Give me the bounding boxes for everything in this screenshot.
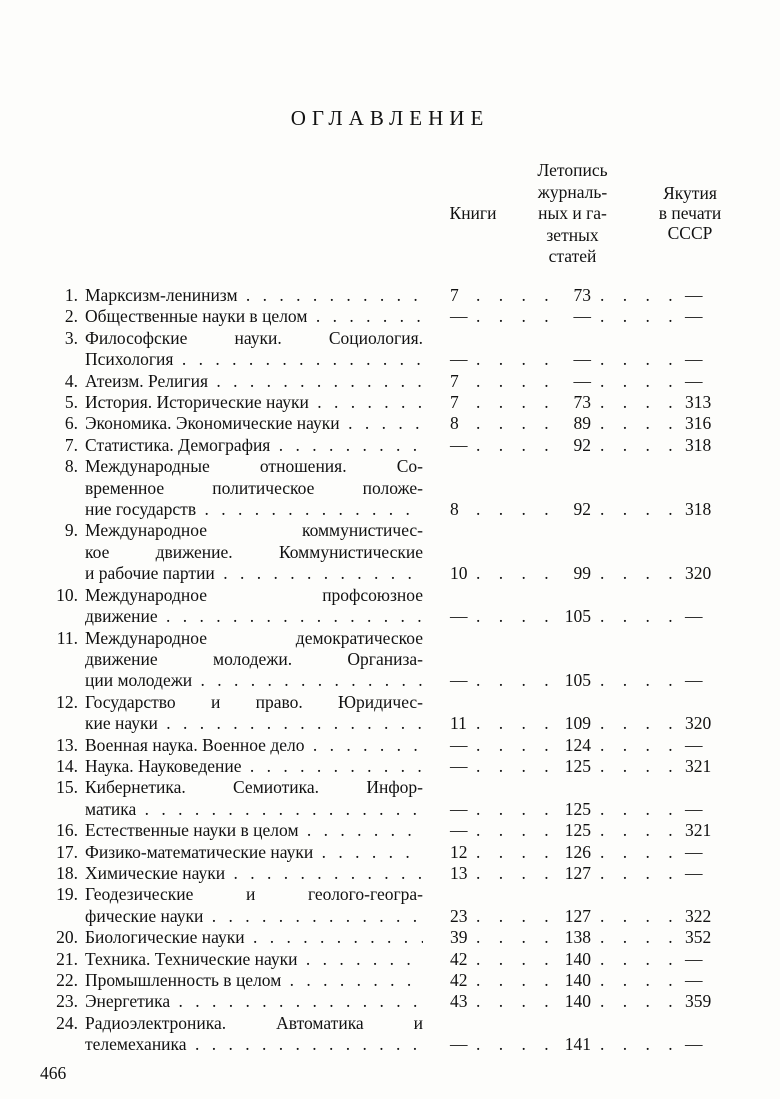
dot-leader: . . . . (476, 991, 556, 1012)
entry-title-line: Международное демократическое (85, 627, 423, 648)
entry-number: 4. (64, 370, 78, 391)
entry-title (85, 692, 423, 735)
entry-title (85, 1013, 423, 1056)
chronicle-page: 92 (573, 434, 591, 455)
entry-title-line: Кибернетика. Семиотика. Инфор- (85, 777, 423, 798)
toc-entry (0, 756, 780, 777)
chronicle-page: 92 (573, 499, 591, 520)
toc-entry (0, 585, 780, 628)
entry-pages (440, 371, 760, 392)
dot-leader: . . . . (476, 905, 556, 926)
toc-entry (0, 949, 780, 970)
yakutia-page: 313 (685, 392, 712, 413)
books-page: 42 (450, 970, 468, 990)
toc-entry (0, 820, 780, 841)
page-title: ОГЛАВЛЕНИЕ (290, 106, 490, 130)
entry-pages (440, 563, 760, 584)
entry-title (85, 820, 423, 841)
entry-title-line: Наука. Науковедение . . (85, 756, 423, 777)
chronicle-page: 125 (564, 755, 591, 776)
chronicle-page: 99 (573, 563, 591, 584)
dot-leader: . . . . (476, 927, 556, 948)
yakutia-page: — (685, 606, 703, 627)
entry-number: 24. (56, 1012, 78, 1033)
entry-number: 14. (56, 755, 78, 776)
entry-title-line: Марксизм-ленинизм . . (85, 285, 423, 306)
chronicle-page: 138 (564, 927, 591, 948)
entry-title-line: Физико-математические науки . . (85, 842, 423, 863)
dot-leader: . . . . (476, 755, 556, 776)
entry-title-line: Психология . . (85, 349, 423, 370)
entry-title-line: Статистика. Демография . . (85, 435, 423, 456)
entry-pages (440, 927, 760, 948)
dot-leader: . . . . (600, 970, 680, 990)
yakutia-page: — (685, 349, 703, 370)
toc-entry (0, 927, 780, 948)
books-page: — (450, 755, 468, 776)
entry-title-line: ции молодежи . . (85, 670, 423, 691)
toc-entry (0, 777, 780, 820)
entry-title-line: матика . . (85, 799, 423, 820)
dot-leader: . . . . (476, 734, 556, 755)
dot-leader: . . . . (476, 499, 556, 520)
entry-title-line: Промышленность в целом . . (85, 970, 423, 991)
entry-number: 16. (56, 820, 78, 841)
yakutia-page: — (685, 734, 703, 755)
dot-leader: . . . . (476, 948, 556, 969)
entry-pages (440, 349, 760, 370)
yakutia-page: 322 (685, 905, 712, 926)
books-page: — (450, 434, 468, 455)
entry-pages (440, 670, 760, 691)
entry-title (85, 628, 423, 692)
entry-number: 12. (56, 691, 78, 712)
books-page: — (450, 820, 468, 841)
toc-entry (0, 863, 780, 884)
toc-entry (0, 692, 780, 735)
toc-entry (0, 884, 780, 927)
entry-number: 3. (64, 327, 78, 348)
yakutia-page: — (685, 670, 703, 691)
entry-title-line: временное политическое положе- (85, 477, 423, 498)
toc-entry (0, 842, 780, 863)
toc-entry (0, 1013, 780, 1056)
entry-number: 19. (56, 884, 78, 905)
entry-title (85, 328, 423, 371)
books-page: — (450, 349, 468, 370)
dot-leader: . . . . (600, 734, 680, 755)
chronicle-page: 126 (564, 841, 591, 862)
books-page: 7 (450, 285, 459, 305)
yakutia-page: — (685, 306, 703, 327)
toc-entry (0, 328, 780, 371)
header-line: статей (548, 246, 597, 266)
dot-leader: . . . . (600, 1034, 680, 1055)
yakutia-page: — (685, 370, 703, 391)
entry-title-line: Общественные науки в целом . . (85, 306, 423, 327)
books-page: — (450, 606, 468, 627)
entry-number: 9. (64, 520, 78, 541)
dot-leader: . . . . (476, 434, 556, 455)
entry-number: 7. (64, 434, 78, 455)
entry-title (85, 949, 423, 970)
entry-pages (440, 606, 760, 627)
entry-number: 11. (56, 627, 78, 648)
yakutia-page: 318 (685, 499, 712, 520)
toc-entry (0, 970, 780, 991)
entry-title (85, 735, 423, 756)
entry-pages (440, 392, 760, 413)
entry-pages (440, 970, 760, 991)
dot-leader: . . . . (600, 413, 680, 434)
entry-title-line: Геодезические и геолого-геогра- (85, 884, 423, 905)
dot-leader: . . . . (600, 606, 680, 627)
toc-entry (0, 991, 780, 1012)
dot-leader: . . . . (600, 927, 680, 948)
entry-pages (440, 285, 760, 306)
books-page: 23 (450, 905, 468, 926)
books-page: 8 (450, 499, 459, 520)
dot-leader: . . . . (476, 306, 556, 327)
toc-entry (0, 735, 780, 756)
entry-title (85, 520, 423, 584)
dot-leader: . . . . (476, 370, 556, 391)
entry-number: 6. (64, 413, 78, 434)
entry-pages (440, 820, 760, 841)
toc-entry (0, 306, 780, 327)
books-page: — (450, 1034, 468, 1055)
chronicle-page: 140 (564, 991, 591, 1012)
chronicle-page: 140 (564, 970, 591, 990)
dot-leader: . . . . (476, 606, 556, 627)
entry-number: 1. (64, 285, 78, 305)
toc-entry (0, 285, 780, 306)
dot-leader: . . . . (476, 563, 556, 584)
books-page: 13 (450, 862, 468, 883)
header-line: журналь- (537, 181, 608, 202)
column-header-books (438, 203, 508, 224)
toc-entry (0, 413, 780, 434)
dot-leader: . . . . (600, 349, 680, 370)
entry-pages (440, 906, 760, 927)
entry-title (85, 777, 423, 820)
books-page: 39 (450, 927, 468, 948)
entry-title-line: Биологические науки . . (85, 927, 423, 948)
header-line: СССР (667, 223, 713, 243)
chronicle-page: 73 (573, 285, 591, 305)
chronicle-page: — (573, 349, 591, 370)
dot-leader: . . . . (476, 713, 556, 734)
chronicle-page: 141 (564, 1034, 591, 1055)
header-line: в печати (658, 203, 722, 223)
header-line: Книги (449, 203, 497, 223)
dot-leader: . . . . (600, 948, 680, 969)
entry-title-line: движение молодежи. Организа- (85, 648, 423, 669)
entry-pages (440, 756, 760, 777)
dot-leader: . . . . (600, 798, 680, 819)
toc-entry (0, 392, 780, 413)
entry-title (85, 884, 423, 927)
dot-leader: . . . . (476, 841, 556, 862)
books-page: 8 (450, 413, 459, 434)
entry-title-line: Радиоэлектроника. Автоматика и (85, 1012, 423, 1033)
entry-title (85, 970, 423, 991)
entry-title-line: Государство и право. Юридичес- (85, 691, 423, 712)
entry-title-line: и рабочие партии . . (85, 563, 423, 584)
books-page: — (450, 306, 468, 327)
chronicle-page: 105 (564, 670, 591, 691)
entry-number: 10. (56, 584, 78, 605)
entry-pages (440, 991, 760, 1012)
chronicle-page: 127 (564, 905, 591, 926)
entry-pages (440, 306, 760, 327)
chronicle-page: 125 (564, 820, 591, 841)
chronicle-page: 124 (564, 734, 591, 755)
chronicle-page: 89 (573, 413, 591, 434)
dot-leader: . . . . (600, 991, 680, 1012)
entry-pages (440, 435, 760, 456)
chronicle-page: 109 (564, 713, 591, 734)
header-line: Летопись (537, 160, 608, 180)
entry-title (85, 392, 423, 413)
dot-leader: . . . . (600, 755, 680, 776)
header-line: Якутия (663, 183, 717, 203)
entry-number: 2. (64, 306, 78, 327)
table-of-contents (0, 285, 780, 1056)
entry-pages (440, 713, 760, 734)
dot-leader: . . . . (476, 798, 556, 819)
entry-title-line: движение . . (85, 606, 423, 627)
entry-title-line: Военная наука. Военное дело . . (85, 735, 423, 756)
entry-title (85, 863, 423, 884)
toc-entry (0, 371, 780, 392)
dot-leader: . . . . (600, 499, 680, 520)
toc-entry (0, 456, 780, 520)
yakutia-page: 352 (685, 927, 712, 948)
entry-title-line: Международное профсоюзное (85, 584, 423, 605)
dot-leader: . . . . (476, 392, 556, 413)
dot-leader: . . . . (476, 285, 556, 305)
entry-title-line: Международное коммунистичес- (85, 520, 423, 541)
entry-number: 13. (56, 734, 78, 755)
chronicle-page: 125 (564, 798, 591, 819)
column-header-yakutia (640, 183, 740, 243)
books-page: 42 (450, 948, 468, 969)
books-page: 7 (450, 370, 459, 391)
entry-pages (440, 799, 760, 820)
entry-title-line: телемеханика . . (85, 1034, 423, 1055)
entry-number: 18. (56, 862, 78, 883)
chronicle-page: 140 (564, 948, 591, 969)
entry-title-line: кие науки . . (85, 713, 423, 734)
entry-title-line: Энергетика . . (85, 991, 423, 1012)
dot-leader: . . . . (600, 862, 680, 883)
books-page: — (450, 670, 468, 691)
dot-leader: . . . . (476, 820, 556, 841)
chronicle-page: — (573, 306, 591, 327)
entry-title (85, 756, 423, 777)
header-line: ных и га- (538, 203, 607, 223)
entry-title (85, 842, 423, 863)
entry-title-line: Международные отношения. Со- (85, 456, 423, 477)
entry-pages (440, 413, 760, 434)
yakutia-page: — (685, 948, 703, 969)
entry-title-line: кое движение. Коммунистические (85, 541, 423, 562)
entry-title-line: Экономика. Экономические науки . . (85, 413, 423, 434)
entry-title-line: Естественные науки в целом . . (85, 820, 423, 841)
yakutia-page: 359 (685, 991, 712, 1012)
yakutia-page: 321 (685, 820, 712, 841)
books-page: — (450, 798, 468, 819)
entry-number: 22. (56, 970, 78, 990)
header-line: зетных (546, 224, 599, 245)
entry-number: 15. (56, 777, 78, 798)
toc-entry (0, 520, 780, 584)
dot-leader: . . . . (476, 413, 556, 434)
entry-pages (440, 949, 760, 970)
entry-number: 20. (56, 927, 78, 948)
dot-leader: . . . . (600, 285, 680, 305)
dot-leader: . . . . (600, 306, 680, 327)
entry-pages (440, 499, 760, 520)
entry-pages (440, 863, 760, 884)
entry-number: 23. (56, 991, 78, 1012)
dot-leader: . . . . (600, 392, 680, 413)
entry-title-line: История. Исторические науки . . (85, 392, 423, 413)
yakutia-page: — (685, 285, 703, 305)
dot-leader: . . . . (600, 713, 680, 734)
column-header-chronicle (520, 160, 625, 268)
entry-title (85, 413, 423, 434)
entry-number: 17. (56, 841, 78, 862)
dot-leader: . . . . (600, 820, 680, 841)
dot-leader: . . . . (600, 563, 680, 584)
dot-leader: . . . . (476, 670, 556, 691)
chronicle-page: — (573, 370, 591, 391)
entry-title (85, 456, 423, 520)
entry-title-line: фические науки . . (85, 906, 423, 927)
entry-pages (440, 842, 760, 863)
dot-leader: . . . . (600, 670, 680, 691)
entry-title (85, 585, 423, 628)
dot-leader: . . . . (476, 862, 556, 883)
yakutia-page: 321 (685, 755, 712, 776)
entry-title-line: Атеизм. Религия . . (85, 371, 423, 392)
yakutia-page: — (685, 970, 703, 990)
yakutia-page: 320 (685, 713, 712, 734)
entry-title (85, 991, 423, 1012)
dot-leader: . . . . (476, 1034, 556, 1055)
chronicle-page: 127 (564, 862, 591, 883)
yakutia-page: — (685, 1034, 703, 1055)
entry-title (85, 927, 423, 948)
entry-title-line: ние государств . . (85, 499, 423, 520)
entry-number: 8. (64, 456, 78, 477)
toc-entry (0, 435, 780, 456)
yakutia-page: 320 (685, 563, 712, 584)
entry-title (85, 306, 423, 327)
dot-leader: . . . . (476, 970, 556, 990)
page-number: 466 (40, 1063, 67, 1083)
entry-title-line: Философские науки. Социология. (85, 327, 423, 348)
yakutia-page: — (685, 862, 703, 883)
entry-number: 5. (64, 392, 78, 413)
books-page: 11 (450, 713, 467, 734)
yakutia-page: — (685, 841, 703, 862)
entry-title-line: Химические науки . . (85, 863, 423, 884)
chronicle-page: 105 (564, 606, 591, 627)
entry-title-line: Техника. Технические науки . . (85, 949, 423, 970)
books-page: 10 (450, 563, 468, 584)
dot-leader: . . . . (600, 905, 680, 926)
toc-entry (0, 628, 780, 692)
dot-leader: . . . . (600, 370, 680, 391)
books-page: — (450, 734, 468, 755)
yakutia-page: 318 (685, 434, 712, 455)
dot-leader: . . . . (600, 841, 680, 862)
books-page: 43 (450, 991, 468, 1012)
books-page: 12 (450, 841, 468, 862)
dot-leader: . . . . (600, 434, 680, 455)
entry-title (85, 285, 423, 306)
yakutia-page: — (685, 798, 703, 819)
yakutia-page: 316 (685, 413, 712, 434)
entry-pages (440, 735, 760, 756)
books-page: 7 (450, 392, 459, 413)
entry-title (85, 435, 423, 456)
entry-pages (440, 1034, 760, 1055)
dot-leader: . . . . (476, 349, 556, 370)
entry-number: 21. (56, 948, 78, 969)
entry-title (85, 371, 423, 392)
chronicle-page: 73 (573, 392, 591, 413)
